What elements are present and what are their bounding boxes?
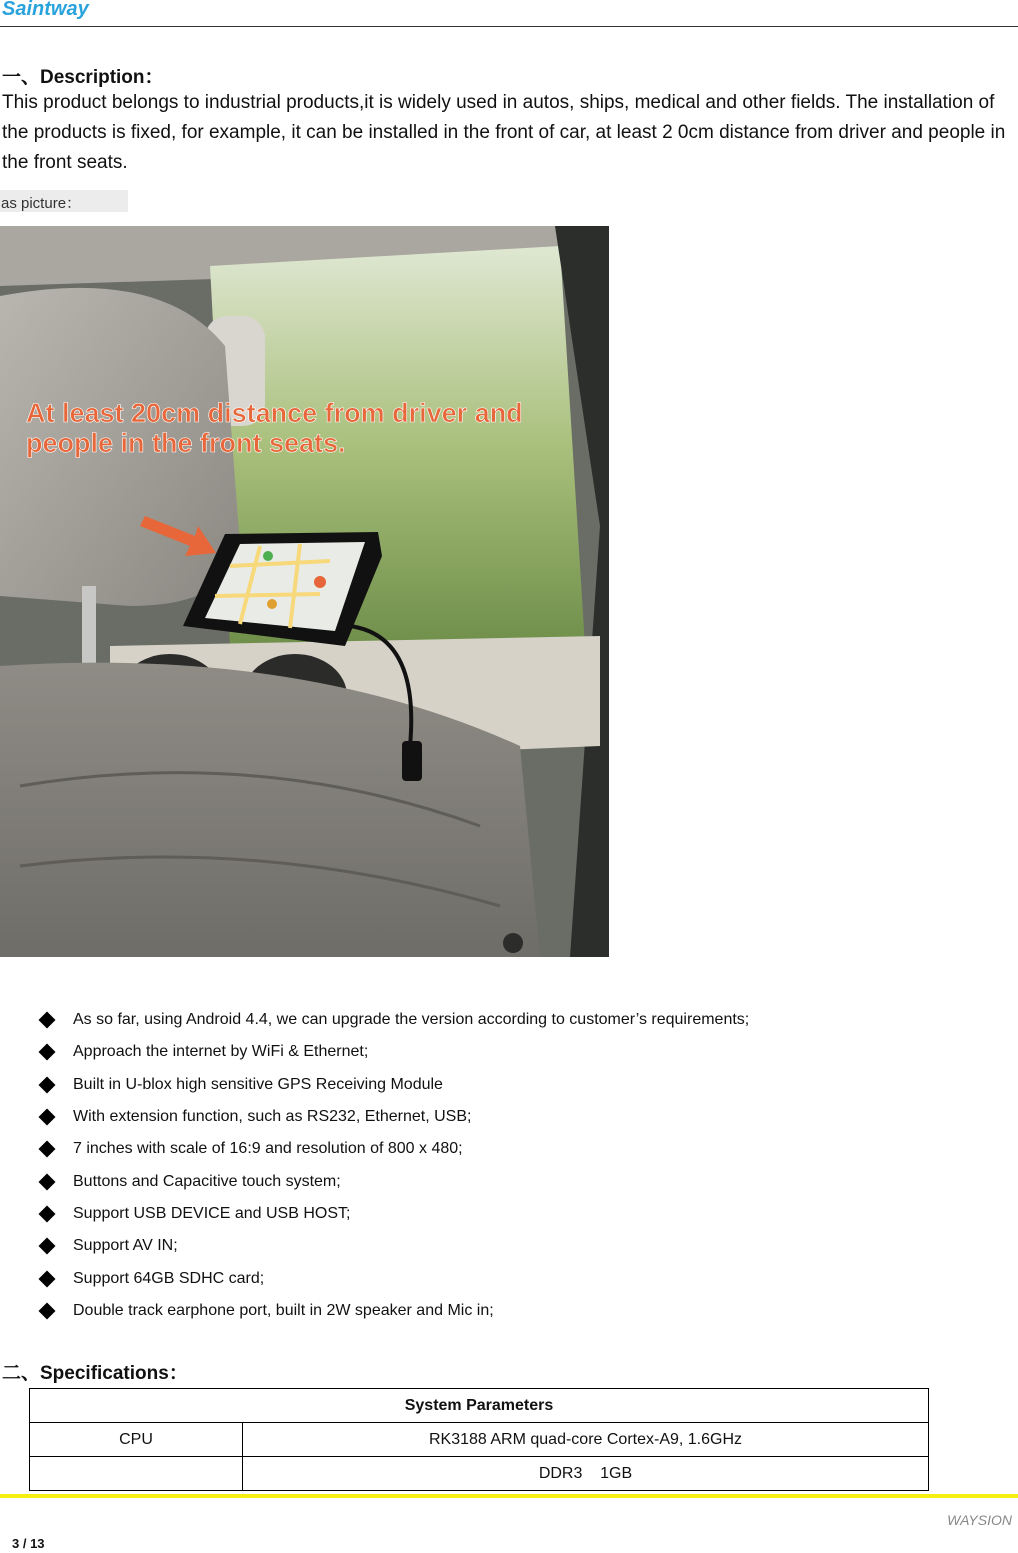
table-header-cell: System Parameters xyxy=(30,1389,929,1423)
list-item xyxy=(38,1101,749,1133)
feature-text: 7 inches with scale of 16:9 and resolution of 800 x 480; xyxy=(73,1140,463,1158)
diamond-bullet-icon xyxy=(39,1109,56,1126)
diamond-bullet-icon xyxy=(39,1205,56,1222)
list-item xyxy=(38,1133,749,1165)
diamond-bullet-icon xyxy=(39,1238,56,1255)
feature-list xyxy=(38,1004,749,1327)
footer-divider xyxy=(0,1494,1018,1498)
list-item xyxy=(38,1165,749,1197)
table-row xyxy=(30,1457,929,1491)
header-divider xyxy=(0,26,1018,27)
list-item xyxy=(38,1230,749,1262)
table-cell-label xyxy=(30,1457,243,1491)
diamond-bullet-icon xyxy=(39,1173,56,1190)
car-headrest-photo xyxy=(0,226,609,957)
feature-text: Support 64GB SDHC card; xyxy=(73,1269,265,1287)
feature-text: Support AV IN; xyxy=(73,1237,178,1255)
diamond-bullet-icon xyxy=(39,1076,56,1093)
list-item xyxy=(38,1262,749,1294)
description-heading: 一、Description： xyxy=(2,67,164,88)
spec-table xyxy=(29,1388,929,1491)
feature-text: Double track earphone port, built in 2W speaker and Mic in; xyxy=(73,1301,494,1319)
feature-text: As so far, using Android 4.4, we can upgrade the version according to customer’s requirements; xyxy=(73,1011,750,1029)
diamond-bullet-icon xyxy=(39,1012,56,1029)
page-number: 3 / 13 xyxy=(12,1536,45,1551)
specifications-heading: 二、Specifications： xyxy=(2,1363,188,1384)
list-item xyxy=(38,1036,749,1068)
list-item xyxy=(38,1004,749,1036)
list-item xyxy=(38,1295,749,1327)
table-cell-value: RK3188 ARM quad-core Cortex-A9, 1.6GHz xyxy=(243,1423,929,1457)
feature-text: With extension function, such as RS232, Ethernet, USB; xyxy=(73,1108,472,1126)
overlay-text-line1: At least 20cm distance from driver and xyxy=(26,398,523,428)
footer-brand: WAYSION xyxy=(947,1512,1012,1528)
feature-text: Approach the internet by WiFi & Ethernet; xyxy=(73,1043,369,1061)
table-cell-value: DDR3 1GB xyxy=(243,1457,929,1491)
picture-caption: as picture： xyxy=(0,190,128,212)
diamond-bullet-icon xyxy=(39,1302,56,1319)
table-row xyxy=(30,1423,929,1457)
description-paragraph: This product belongs to industrial products,it is widely used in autos, ships, medical and other fields. The installation of the products is fixed, for example, it can be installed in the front of car, at least 2 0cm distance from driver and people in the front seats. xyxy=(2,92,1006,173)
photo-illustration xyxy=(0,226,609,957)
feature-text: Buttons and Capacitive touch system; xyxy=(73,1172,341,1190)
diamond-bullet-icon xyxy=(39,1141,56,1158)
table-cell-label: CPU xyxy=(30,1423,243,1457)
list-item xyxy=(38,1198,749,1230)
feature-text: Built in U-blox high sensitive GPS Receiving Module xyxy=(73,1075,443,1093)
diamond-bullet-icon xyxy=(39,1270,56,1287)
header-brand: Saintway xyxy=(2,0,89,20)
table-header-row xyxy=(30,1389,929,1423)
overlay-text-line2: people in the front seats. xyxy=(26,428,346,458)
feature-text: Support USB DEVICE and USB HOST; xyxy=(73,1204,351,1222)
diamond-bullet-icon xyxy=(39,1044,56,1061)
list-item xyxy=(38,1069,749,1101)
